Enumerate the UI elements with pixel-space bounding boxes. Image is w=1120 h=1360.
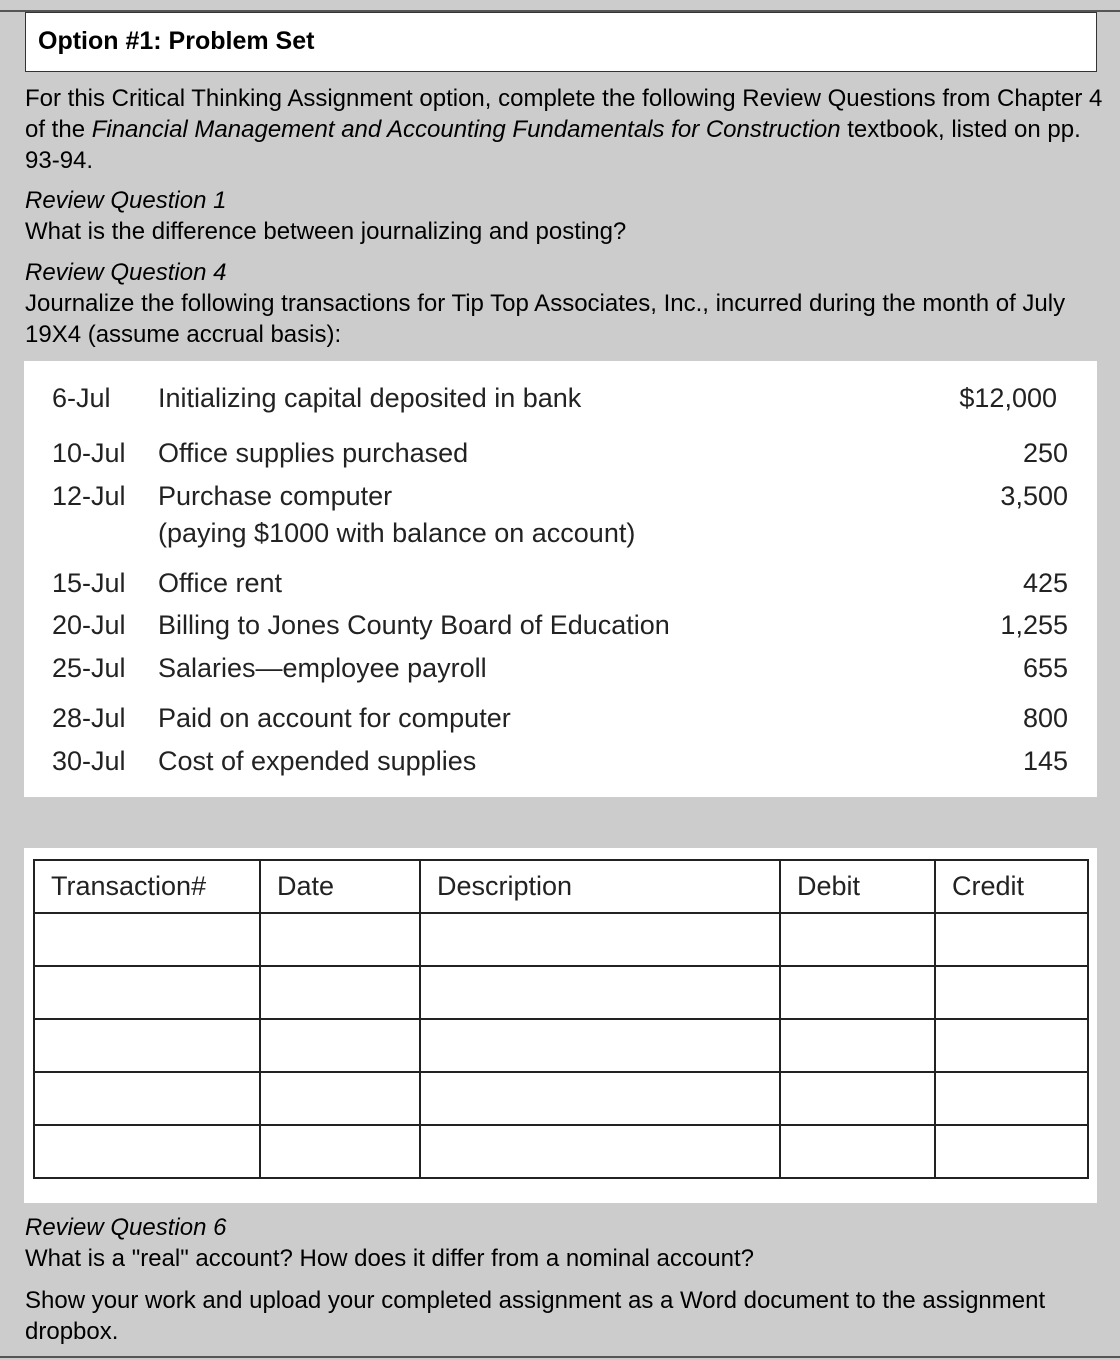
transaction-date: 15-Jul (52, 568, 126, 598)
cell[interactable] (260, 1125, 420, 1178)
page-title: Option #1: Problem Set (38, 27, 315, 55)
cell[interactable] (780, 1019, 935, 1072)
cell[interactable] (420, 966, 780, 1019)
col-debit: Debit (780, 860, 935, 913)
cell[interactable] (420, 1125, 780, 1178)
cell[interactable] (935, 1125, 1088, 1178)
transaction-amount: 1,255 (1000, 610, 1068, 640)
table-row (34, 966, 1088, 1019)
col-credit: Credit (935, 860, 1088, 913)
closing-text: Show your work and upload your completed assignment as a Word document to the assignment dropbox. (25, 1287, 1046, 1345)
cell[interactable] (780, 966, 935, 1019)
cell[interactable] (780, 1125, 935, 1178)
q4-text: Journalize the following transactions for Tip Top Associates, Inc., incurred during the month of July 19X4 (assume accrual basis): (25, 290, 1066, 348)
transaction-amount: 425 (1022, 568, 1068, 598)
cell[interactable] (780, 1072, 935, 1125)
transaction-note: (paying $1000 with balance on account) (158, 518, 636, 548)
transaction-date: 12-Jul (52, 481, 126, 511)
transaction-date: 25-Jul (52, 653, 126, 683)
transaction-amount: 145 (1022, 746, 1068, 776)
cell[interactable] (420, 1019, 780, 1072)
book-title: Financial Management and Accounting Fundamentals for Construction (91, 116, 841, 143)
table-row (34, 1019, 1088, 1072)
col-date: Date (260, 860, 420, 913)
transaction-description: Cost of expended supplies (158, 746, 477, 776)
cell[interactable] (935, 966, 1088, 1019)
journal-table (33, 859, 1089, 1179)
cell[interactable] (935, 1072, 1088, 1125)
cell[interactable] (34, 1072, 260, 1125)
cell[interactable] (420, 1072, 780, 1125)
transaction-description: Billing to Jones County Board of Education (158, 610, 670, 640)
transaction-description: Office supplies purchased (158, 438, 469, 468)
intro-text (25, 83, 1105, 176)
cell[interactable] (260, 1019, 420, 1072)
cell[interactable] (780, 913, 935, 966)
q6-label: Review Question 6 (25, 1214, 227, 1241)
transaction-description: Purchase computer (158, 481, 393, 511)
table-row (34, 913, 1088, 966)
cell[interactable] (260, 913, 420, 966)
cell[interactable] (935, 913, 1088, 966)
title-box (25, 12, 1097, 72)
transaction-date: 6-Jul (52, 383, 111, 413)
col-transaction: Transaction# (34, 860, 260, 913)
transaction-description: Paid on account for computer (158, 703, 511, 733)
transaction-date: 30-Jul (52, 746, 126, 776)
col-description: Description (420, 860, 780, 913)
transaction-description: Office rent (158, 568, 283, 598)
intro-part: For this Critical Thinking Assignment option, complete the following Review Questions from Chapter 4 of the (25, 85, 1103, 143)
q6-text: What is a "real" account? How does it differ from a nominal account? (25, 1245, 754, 1272)
intro-part: textbook, listed on pp. 93-94. (25, 116, 1081, 174)
cell[interactable] (34, 966, 260, 1019)
transaction-amount: 250 (1022, 438, 1068, 468)
transaction-description: Salaries—employee payroll (158, 653, 487, 683)
cell[interactable] (34, 913, 260, 966)
transaction-amount: $12,000 (959, 383, 1057, 413)
transaction-description: Initializing capital deposited in bank (158, 383, 582, 413)
bottom-rule (0, 1356, 1120, 1358)
table-row (34, 1125, 1088, 1178)
cell[interactable] (935, 1019, 1088, 1072)
cell[interactable] (260, 1072, 420, 1125)
cell[interactable] (420, 913, 780, 966)
transaction-amount: 800 (1022, 703, 1068, 733)
journal-header-row (34, 860, 1088, 913)
cell[interactable] (34, 1125, 260, 1178)
transactions-list (24, 361, 1097, 797)
journal-panel (24, 848, 1097, 1203)
q4-label: Review Question 4 (25, 259, 227, 286)
cell[interactable] (260, 966, 420, 1019)
transaction-date: 28-Jul (52, 703, 126, 733)
q1-text: What is the difference between journalizing and posting? (25, 218, 627, 245)
transaction-amount: 3,500 (1000, 481, 1068, 511)
transaction-date: 10-Jul (52, 438, 126, 468)
table-row (34, 1072, 1088, 1125)
transaction-amount: 655 (1022, 653, 1068, 683)
transaction-date: 20-Jul (52, 610, 126, 640)
q1-label: Review Question 1 (25, 187, 227, 214)
cell[interactable] (34, 1019, 260, 1072)
